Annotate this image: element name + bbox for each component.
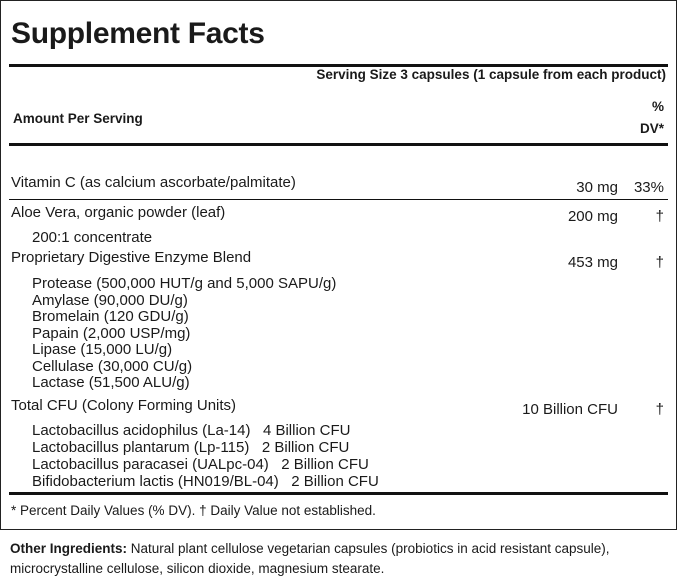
sub-ingredient: Bromelain (120 GDU/g) — [32, 308, 189, 325]
sub-ingredient: Papain (2,000 USP/mg) — [32, 324, 191, 342]
sub-ingredient: Cellulase (30,000 CU/g) — [32, 357, 193, 375]
nutrient-name: Proprietary Digestive Enzyme Blend — [11, 249, 252, 266]
sub-ingredient: Protease (500,000 HUT/g and 5,000 SAPU/g) — [32, 275, 337, 292]
sub-ingredient: Lactase (51,500 ALU/g) — [32, 374, 190, 391]
nutrient-dv: 33% — [633, 179, 664, 196]
divider — [9, 143, 668, 146]
nutrient-name: Total CFU (Colony Forming Units) — [11, 397, 237, 414]
nutrient-name: Vitamin C (as calcium ascorbate/palmitate) — [11, 174, 296, 191]
dv-header-label: DV* — [639, 121, 664, 136]
nutrient-amount: 200 mg — [567, 208, 618, 225]
other-ingredients-label: Other Ingredients: — [10, 541, 128, 556]
nutrient-dv: † — [655, 208, 664, 225]
other-ingredients — [10, 539, 660, 579]
nutrient-name: Aloe Vera, organic powder (leaf) — [11, 204, 226, 221]
sub-ingredient: Bifidobacterium lactis (HN019/BL-04) 2 Billion CFU — [32, 473, 379, 490]
serving-size: Serving Size 3 capsules (1 capsule from each product) — [316, 67, 666, 82]
panel-title: Supplement Facts — [11, 17, 265, 50]
nutrient-dv: † — [655, 254, 664, 271]
footnote: * Percent Daily Values (% DV). † Daily Value not established. — [11, 503, 376, 518]
dv-header-percent: % — [651, 99, 664, 114]
sub-ingredient: Lipase (15,000 LU/g) — [32, 341, 173, 358]
amount-per-serving-label: Amount Per Serving — [13, 111, 143, 126]
sub-ingredient: Lactobacillus acidophilus (La-14) 4 Billion CFU — [32, 422, 351, 439]
sub-ingredient: Amylase (90,000 DU/g) — [32, 291, 188, 309]
nutrient-dv: † — [655, 401, 664, 418]
sub-ingredient: Lactobacillus paracasei (UALpc-04) 2 Billion CFU — [32, 456, 369, 473]
divider — [9, 199, 668, 200]
sub-ingredient: 200:1 concentrate — [32, 229, 153, 246]
other-ingredients-text: Natural plant cellulose vegetarian capsules (probiotics in acid resistant capsule), microcrystalline cellulose, silicon dioxide, magnesium stearate. — [10, 541, 610, 576]
nutrient-amount: 10 Billion CFU — [522, 401, 618, 418]
nutrient-amount: 453 mg — [567, 254, 618, 271]
divider — [9, 492, 668, 495]
nutrient-amount: 30 mg — [576, 179, 618, 196]
sub-ingredient: Lactobacillus plantarum (Lp-115) 2 Billion CFU — [32, 439, 350, 456]
